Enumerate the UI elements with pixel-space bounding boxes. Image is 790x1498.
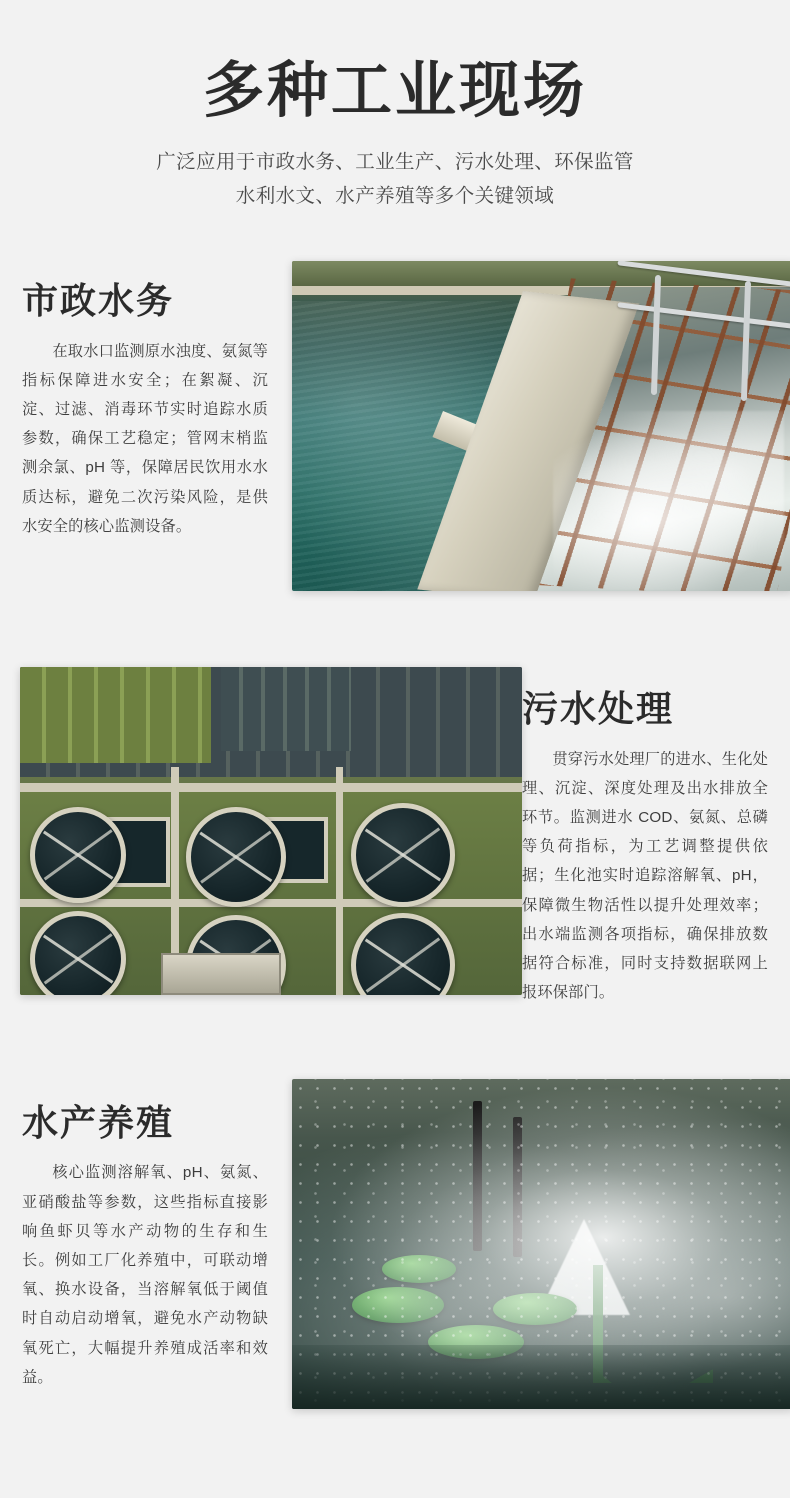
page-header [0,0,790,213]
photo-road-decor [336,767,343,995]
photo-clarifier-decor [30,911,126,995]
section-municipal-text [22,261,268,541]
section-aquaculture [0,1079,790,1409]
page-subtitle [0,146,790,213]
railing-post [651,275,661,395]
municipal-water-photo [292,261,790,591]
section-aquaculture-text [22,1079,268,1392]
photo-clarifier-decor [30,807,126,903]
photo-road-decor [20,899,522,907]
aquaculture-aerator-photo [292,1079,790,1409]
subtitle-line-2: 水利水文、水产养殖等多个关键领域 [235,184,555,207]
photo-building-decor [161,953,281,995]
photo-field-decor [221,667,352,751]
section-sewage-title: 污水处理 [522,688,675,730]
section-municipal-image-col [268,261,770,591]
railing-post [741,281,751,401]
photo-foam-decor [553,411,784,591]
photo-clarifier-decor [186,807,286,907]
section-sewage-body: 贯穿污水处理厂的进水、生化处理、沉淀、深度处理及出水排放全环节。监测进水 COD、氨氮、总磷等负荷指标，为工艺调整提供依据；生化池实时追踪溶解氧、pH，保障微生物活性以提升处理效率；出水端监测各项指标，确保排放数据符合标准，同时支持数据联网上报环保部门。 [522,750,768,1002]
section-sewage-treatment [0,667,790,1007]
photo-waterline-decor [292,1345,790,1409]
section-municipal-body: 在取水口监测原水浊度、氨氮等指标保障进水安全；在絮凝、沉淀、过滤、消毒环节实时追踪水质参数，确保工艺稳定；管网末梢监测余氯、pH 等，保障居民饮用水水质达标，避免二次污染风险，是供水安全的核心监测设备。 [22,342,268,535]
sewage-plant-photo [20,667,522,995]
section-municipal-water [0,261,790,591]
subtitle-line-1: 广泛应用于市政水务、工业生产、污水处理、环保监管 [156,151,634,174]
section-aquaculture-title: 水产养殖 [22,1102,175,1144]
page-title: 多种工业现场 [202,56,587,124]
railing-bar [617,261,790,287]
section-aquaculture-body: 核心监测溶解氧、pH、氨氮、亚硝酸盐等参数，这些指标直接影响鱼虾贝等水产动物的生存和生长。例如工厂化养殖中，可联动增氧、换水设备，当溶解氧低于阈值时自动启动增氧，避免水产动物缺氧死亡，大幅提升养殖成活率和效益。 [22,1164,268,1386]
section-aquaculture-image-col [268,1079,770,1409]
photo-clarifier-decor [351,803,455,907]
photo-field-decor [20,667,211,763]
section-municipal-title: 市政水务 [22,280,175,322]
railing-bar [617,303,790,330]
section-sewage-text [522,667,768,1007]
photo-road-decor [20,783,522,792]
section-sewage-image-col [20,667,522,995]
photo-railing-decor [613,261,790,411]
